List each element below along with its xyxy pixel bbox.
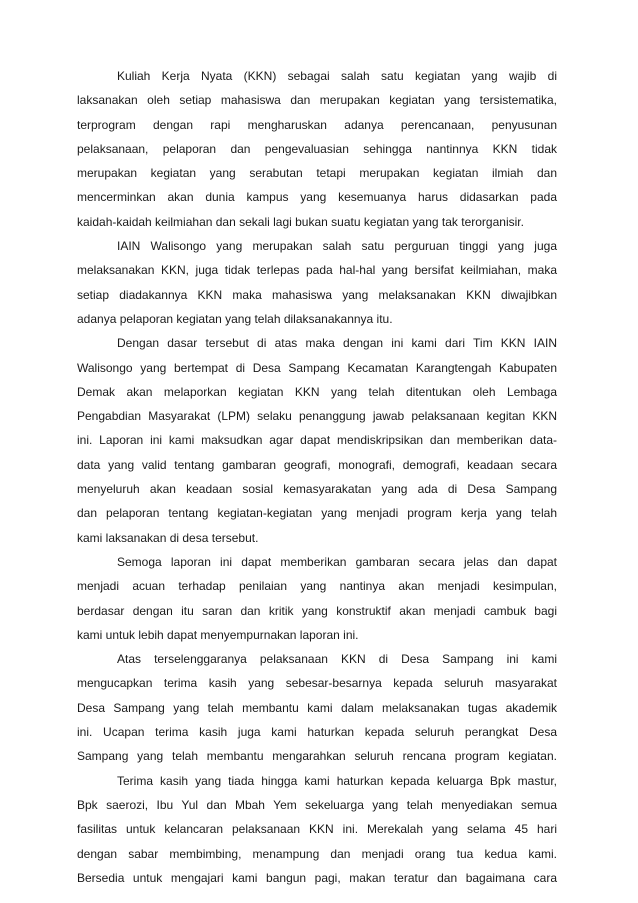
paragraph [77,550,557,647]
text-line: Bpk saerozi, Ibu Yul dan Mbah Yem sekeluarga yang telah menyediakan semua [77,797,557,812]
text-line: merupakan kegiatan yang serabutan tetapi merupakan kegiatan ilmiah dan [77,166,557,181]
text-line: ini. Ucapan terima kasih juga kami haturkan kepada seluruh perangkat Desa [77,725,557,740]
text-line: Dengan dasar tersebut di atas maka dengan ini kami dari Tim KKN IAIN [117,336,557,351]
text-line: Bersedia untuk mengajari kami bangun pagi, makan teratur dan bagaimana cara [77,870,557,885]
text-line: mencerminkan akan dunia kampus yang kesemuanya harus didasarkan pada [77,190,557,205]
paragraph [77,647,557,768]
text-line: Demak akan melaporkan kegiatan KKN yang telah ditentukan oleh Lembaga [77,384,557,399]
text-line: dan pelaporan tentang kegiatan-kegiatan yang menjadi program kerja yang telah [77,506,557,521]
paragraph [77,64,557,234]
text-line: melaksanakan KKN, juga tidak terlepas pada hal-hal yang bersifat keilmiahan, maka [77,263,557,278]
document-body [77,64,557,890]
text-line: Desa Sampang yang telah membantu kami dalam melaksanakan tugas akademik [77,700,557,715]
text-line: data yang valid tentang gambaran geografi, monografi, demografi, keadaan secara [77,457,557,472]
text-line: kaidah-kaidah keilmiahan dan sekali lagi bukan suatu kegiatan yang tak terorganisir. [77,214,524,229]
text-line: mengucapkan terima kasih yang sebesar-besarnya kepada seluruh masyarakat [77,676,557,691]
text-line: terprogram dengan rapi mengharuskan adanya perencanaan, penyusunan [77,117,557,132]
text-line: menyeluruh akan keadaan sosial kemasyarakatan yang ada di Desa Sampang [77,482,557,497]
text-line: Pengabdian Masyarakat (LPM) selaku penanggung jawab pelaksanaan kegitan KKN [77,409,557,424]
text-line: dengan sabar membimbing, menampung dan menjadi orang tua kedua kami. [77,846,557,861]
text-line: Atas terselenggaranya pelaksanaan KKN di Desa Sampang ini kami [117,652,557,667]
text-line: Sampang yang telah membantu mengarahkan seluruh rencana program kegiatan. [77,749,557,764]
text-line: Semoga laporan ini dapat memberikan gambaran secara jelas dan dapat [117,554,557,569]
text-line: adanya pelaporan kegiatan yang telah dilaksanakannya itu. [77,311,393,326]
text-line: ini. Laporan ini kami maksudkan agar dapat mendiskripsikan dan memberikan data- [77,433,557,448]
text-line: kami untuk lebih dapat menyempurnakan laporan ini. [77,627,359,642]
paragraph [77,769,557,890]
text-line: pelaksanaan, pelaporan dan pengevaluasian sehingga nantinnya KKN tidak [77,141,557,156]
paragraph [77,234,557,331]
text-line: Terima kasih yang tiada hingga kami haturkan kepada keluarga Bpk mastur, [117,773,557,788]
text-line: laksanakan oleh setiap mahasiswa dan merupakan kegiatan yang tersistematika, [77,93,557,108]
text-line: berdasar dengan itu saran dan kritik yang konstruktif akan menjadi cambuk bagi [77,603,557,618]
paragraph [77,331,557,550]
text-line: Kuliah Kerja Nyata (KKN) sebagai salah satu kegiatan yang wajib di [117,69,557,83]
text-line: IAIN Walisongo yang merupakan salah satu perguruan tinggi yang juga [117,239,557,254]
text-line: menjadi acuan terhadap penilaian yang nantinya akan menjadi kesimpulan, [77,579,557,594]
text-line: setiap diadakannya KKN maka mahasiswa yang melaksanakan KKN diwajibkan [77,287,557,302]
text-line: Walisongo yang bertempat di Desa Sampang Kecamatan Karangtengah Kabupaten [77,360,557,375]
text-line: kami laksanakan di desa tersebut. [77,530,259,545]
text-line: fasilitas untuk kelancaran pelaksanaan KKN ini. Merekalah yang selama 45 hari [77,822,557,837]
